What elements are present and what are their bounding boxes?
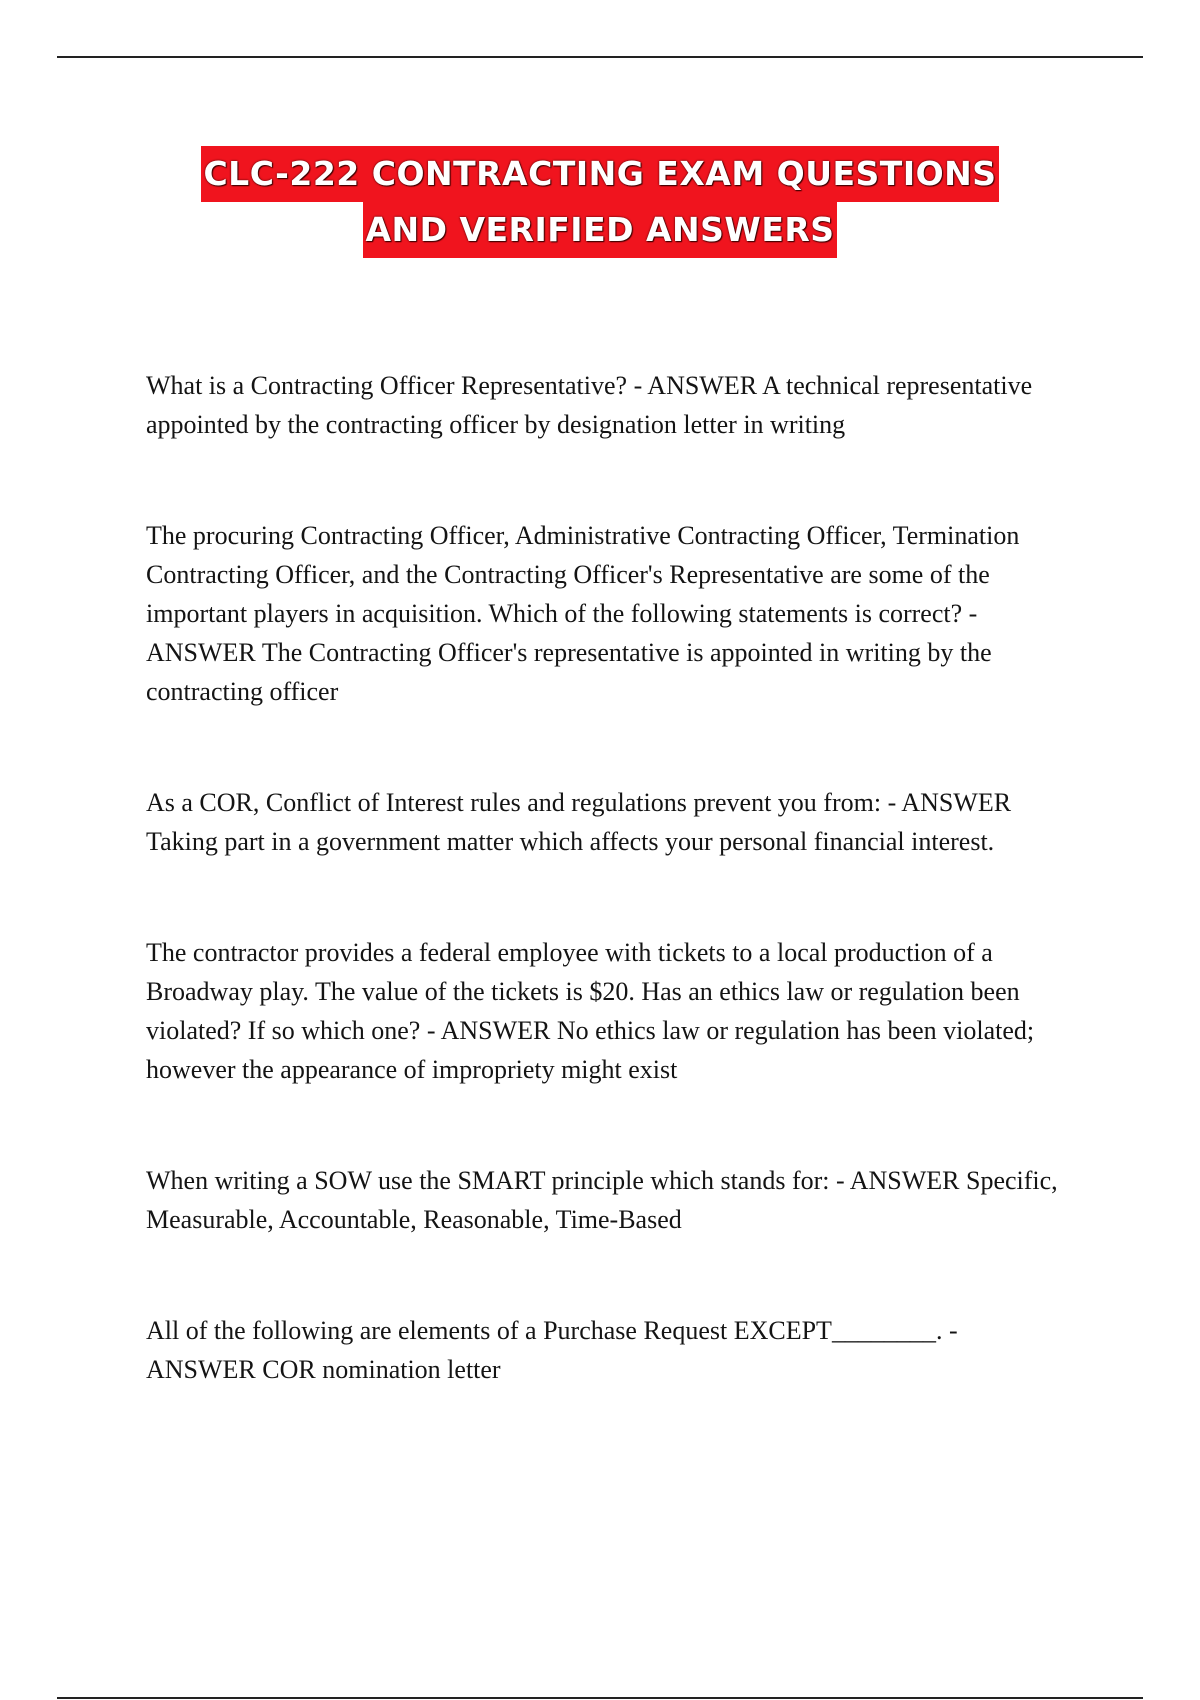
answer-text: COR nomination letter xyxy=(262,1355,501,1384)
qa-item xyxy=(146,783,1066,861)
question-text: As a COR, Conflict of Interest rules and regulations prevent you from: xyxy=(146,788,882,817)
answer-separator: - ANSWER xyxy=(146,1316,958,1384)
answer-separator: - ANSWER xyxy=(881,788,1012,817)
answer-separator: - ANSWER xyxy=(829,1166,966,1195)
question-text: When writing a SOW use the SMART principle which stands for: xyxy=(146,1166,830,1195)
title-line-1: CLC-222 CONTRACTING EXAM QUESTIONS xyxy=(201,146,998,202)
answer-text: Taking part in a government matter which affects your personal financial interest. xyxy=(146,827,995,856)
qa-item xyxy=(146,933,1066,1089)
answer-text: The Contracting Officer's representative is appointed in writing by the contracting officer xyxy=(146,638,992,706)
answer-separator: - ANSWER xyxy=(146,599,978,667)
question-text: The procuring Contracting Officer, Administrative Contracting Officer, Termination Contracting Officer, and the Contracting Officer's Representative are some of the important players in acquisition. Which of the following statements is correct? xyxy=(146,521,1020,628)
answer-text: No ethics law or regulation has been violated; however the appearance of impropriety might exist xyxy=(146,1016,1035,1084)
qa-item xyxy=(146,1161,1066,1239)
answer-separator: - ANSWER xyxy=(627,371,763,400)
answer-separator: - ANSWER xyxy=(420,1016,557,1045)
answer-text: Specific, Measurable, Accountable, Reasonable, Time-Based xyxy=(146,1166,1058,1234)
header-rule xyxy=(57,56,1143,58)
question-text: All of the following are elements of a Purchase Request EXCEPT________. xyxy=(146,1316,943,1345)
answer-text: A technical representative appointed by the contracting officer by designation letter in writing xyxy=(146,371,1033,439)
qa-list xyxy=(146,366,1066,1389)
question-text: The contractor provides a federal employee with tickets to a local production of a Broadway play. The value of the tickets is $20. Has an ethics law or regulation been violated? If so which one? xyxy=(146,938,1020,1045)
document-title xyxy=(0,146,1200,258)
qa-item xyxy=(146,516,1066,711)
qa-item xyxy=(146,366,1066,444)
footer-rule xyxy=(57,1697,1143,1699)
question-text: What is a Contracting Officer Representative? xyxy=(146,371,628,400)
qa-item xyxy=(146,1311,1066,1389)
title-line-2: AND VERIFIED ANSWERS xyxy=(363,202,836,258)
